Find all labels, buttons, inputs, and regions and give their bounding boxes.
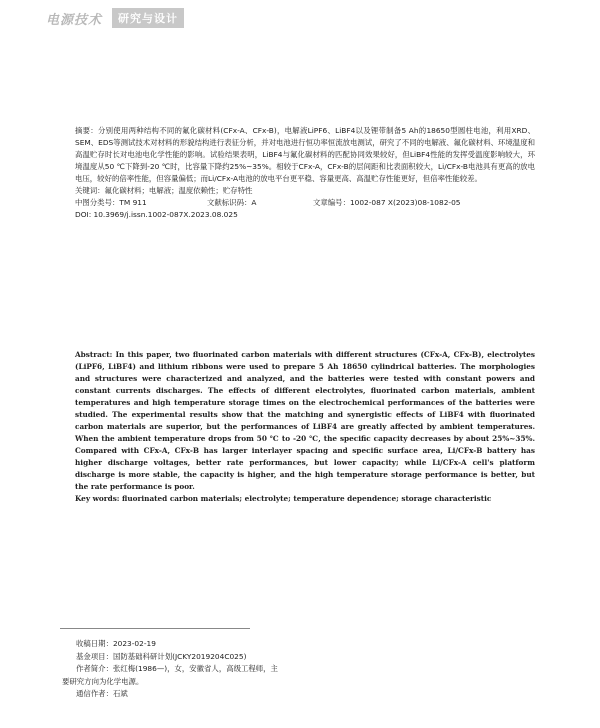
footnote-block xyxy=(62,638,312,701)
received-date: 收稿日期：2023-02-19 xyxy=(76,639,156,648)
chinese-abstract: 摘要：分别使用两种结构不同的氟化碳材料(CFx-A、CFx-B)，电解液LiPF6、LiBF4以及锂带制备5 Ah的18650型圆柱电池，利用XRD、SEM、EDS等测试技术对材料的形貌结构进行表征分析，并对电池进行恒功率恒流放电测试，研究了不同的电解液、氟化碳材料、环境温度和高温贮存时长对电池电化学性能的影响。试验结果表明，LiBF4与氟化碳材料的匹配协同效果较好，但LiBF4性能的发挥受温度影响较大，环境温度从50 ℃下降到-20 ℃时，比容量下降约25%~35%。相较于CFx-A，CFx-B的层间距和比表面积较大，Li/CFx-B电池具有更高的放电电压，较好的倍率性能，但容量偏低；而Li/CFx-A电池的放电平台更平稳、容量更高、高温贮存性能更好，但倍率性能较差。 xyxy=(75,126,535,183)
chinese-keywords: 关键词：氟化碳材料；电解液；温度依赖性；贮存特性 xyxy=(75,186,253,195)
journal-name: 电源技术 xyxy=(46,12,103,28)
english-abstract: Abstract: In this paper, two fluorinated carbon materials with different structures (CFx-A, CFx-B), electrolytes (LiPF6, LiBF4) and lithium ribbons were used to prepare 5 Ah 18650 cylindrical batteries. The morphologies and structures were characterized and analyzed, and the batteries were tested with constant powers and constant currents discharges. The effects of different electrolytes, fluorinated carbon materials, ambient temperatures and high temperature storage times on the electrochemical performances of the batteries were studied. The experimental results show that the matching and synergistic effects of LiBF4 with fluorinated carbon materials are superior, but the performances of LiBF4 are greatly affected by ambient temperatures. When the ambient temperature drops from 50 ℃ to -20 ℃, the specific capacity decreases by about 25%~35%. Compared with CFx-A, CFx-B has larger interlayer spacing and specific surface area, Li/CFx-B battery has higher discharge voltages, better rate performances, but lower capacity; while Li/CFx-A cell's platform discharge is more stable, the capacity is higher, and the high temperature storage performance is better, but the rate performance is poor. xyxy=(75,350,535,491)
journal-header xyxy=(46,8,184,28)
section-tag: 研究与设计 xyxy=(112,8,184,28)
classification-row xyxy=(75,197,535,209)
fund-project: 基金项目：国防基础科研计划(JCKY2019204C025) xyxy=(76,651,247,661)
english-abstract-block xyxy=(75,349,535,505)
class-number: 中图分类号：TM 911 xyxy=(75,198,147,207)
english-keywords: Key words: fluorinated carbon materials; electrolyte; temperature dependence; storage characteristic xyxy=(75,494,492,503)
author-bio-continued: 要研究方向为化学电源。 xyxy=(62,676,144,686)
article-number: 文章编号：1002-087 X(2023)08-1082-05 xyxy=(313,198,461,207)
document-code: 文献标识码：A xyxy=(207,198,257,207)
author-bio: 作者简介：张红梅(1986—)，女，安徽省人，高级工程师，主 xyxy=(76,664,278,673)
doi: DOI: 10.3969/j.issn.1002-087X.2023.08.025 xyxy=(75,210,238,219)
footnote-divider xyxy=(60,628,250,629)
corresponding-author: 通信作者：石斌 xyxy=(76,689,128,698)
chinese-abstract-block xyxy=(75,125,535,221)
